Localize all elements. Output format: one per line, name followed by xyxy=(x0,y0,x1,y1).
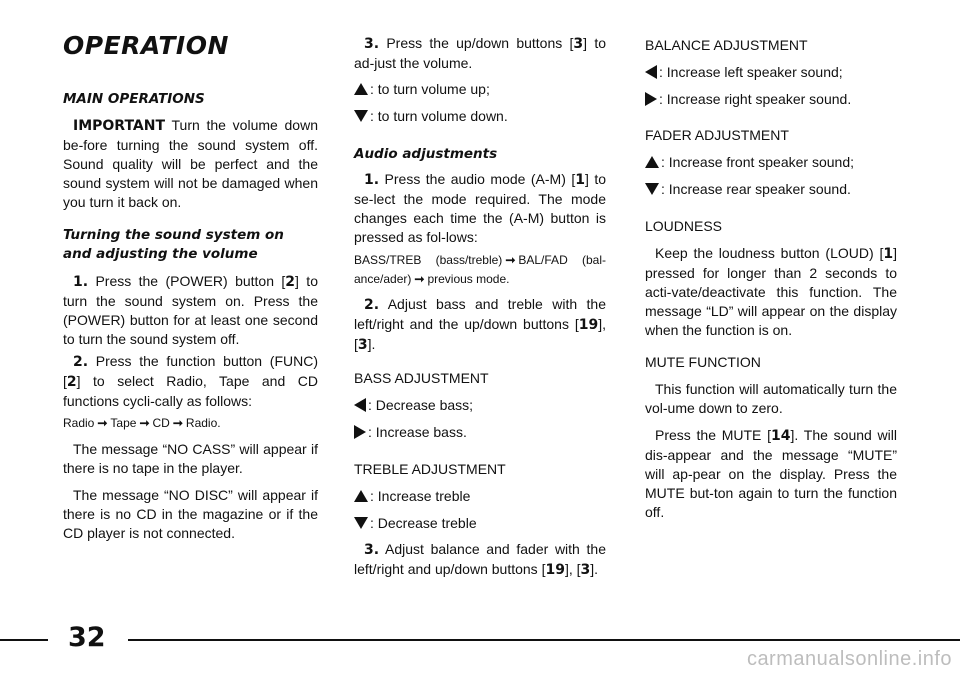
cycle-item: Radio. xyxy=(185,416,221,430)
volume-down-text: : to turn volume down. xyxy=(370,108,508,124)
fader-adjustment-heading: FADER ADJUSTMENT xyxy=(645,127,789,143)
balance-right-line xyxy=(645,90,897,109)
treble-increase-text: : Increase treble xyxy=(370,488,471,504)
button-reference-number: 14 xyxy=(771,428,791,444)
button-reference-number: 2 xyxy=(285,274,296,290)
bass-increase-text: : Increase bass. xyxy=(368,424,467,440)
step-3-paragraph xyxy=(354,34,606,73)
bass-decrease-line xyxy=(354,396,606,415)
footer-rule-right xyxy=(128,639,960,641)
fader-rear-line xyxy=(645,180,897,199)
audio-step-1-text: Press the audio mode (A-M) [1] to se-lect the mode required. The mode changes each time the (A-M) button is pressed as fol-lows: xyxy=(354,171,606,245)
volume-up-text: : to turn volume up; xyxy=(370,81,490,97)
cycle-item: Radio xyxy=(63,416,95,430)
watermark: carmanualsonline.info xyxy=(746,648,952,670)
fader-front-line xyxy=(645,153,897,172)
function-cycle xyxy=(63,414,318,433)
volume-down-line xyxy=(354,107,606,126)
treble-decrease-text: : Decrease treble xyxy=(370,515,477,531)
no-cass-message: The message “NO CASS” will appear if there is no tape in the player. xyxy=(63,441,318,476)
mode-cycle-item: BASS/TREB (bass/treble) xyxy=(354,253,503,267)
main-operations-heading: MAIN OPERATIONS xyxy=(63,91,205,107)
bass-adjustment-heading: BASS ADJUSTMENT xyxy=(354,370,489,386)
cycle-item: Tape xyxy=(110,416,137,430)
arrow-right-icon: ➞ xyxy=(139,416,150,430)
up-triangle-icon xyxy=(645,156,659,168)
fader-front-text: : Increase front speaker sound; xyxy=(661,154,854,170)
right-triangle-icon xyxy=(645,92,657,106)
loudness-paragraph: Keep the loudness button (LOUD) [1] pressed for longer than 2 seconds to acti-vate/deactivate this function. The message “LD” will appear on the display when the function is on. xyxy=(645,245,897,338)
step-3-text: Press the up/down buttons [3] to ad-just the volume. xyxy=(354,35,606,71)
down-triangle-icon xyxy=(354,517,368,529)
audio-step-3-number: 3. xyxy=(364,542,380,558)
button-reference-number: 19 xyxy=(545,562,565,578)
turning-heading-line-1: Turning the sound system on xyxy=(63,227,284,243)
step-1-number: 1. xyxy=(73,274,89,290)
step-3-number: 3. xyxy=(364,36,380,52)
balance-left-text: : Increase left speaker sound; xyxy=(659,64,843,80)
step-2-text: Press the function button (FUNC) [2] to select Radio, Tape and CD functions cycli-cally as follows: xyxy=(63,353,318,409)
arrow-right-icon: ➞ xyxy=(414,272,425,286)
arrow-right-icon: ➞ xyxy=(97,416,108,430)
audio-adjustments-heading: Audio adjustments xyxy=(354,146,498,162)
audio-step-3-paragraph xyxy=(354,540,606,580)
balance-left-line xyxy=(645,63,897,82)
button-reference-number: 2 xyxy=(66,374,77,390)
arrow-right-icon: ➞ xyxy=(505,253,516,267)
audio-step-2-paragraph xyxy=(354,295,606,355)
up-triangle-icon xyxy=(354,490,368,502)
bass-decrease-text: : Decrease bass; xyxy=(368,397,474,413)
step-2-number: 2. xyxy=(73,354,89,370)
page-title: OPERATION xyxy=(63,31,229,60)
audio-step-1-paragraph xyxy=(354,170,606,247)
up-triangle-icon xyxy=(354,83,368,95)
button-reference-number: 1 xyxy=(883,246,894,262)
down-triangle-icon xyxy=(645,183,659,195)
mute-paragraph-1: This function will automatically turn the vol-ume down to zero. xyxy=(645,381,897,416)
no-disc-message: The message “NO DISC” will appear if there is no CD in the magazine or if the CD player is not connected. xyxy=(63,487,318,541)
down-triangle-icon xyxy=(354,110,368,122)
important-text: Turn the volume down be-fore turning the sound system off. Sound quality will be perfect and the sound system will not be damaged when you turn it back on. xyxy=(63,117,318,210)
button-reference-number: 3 xyxy=(357,337,368,353)
mute-paragraph-2: Press the MUTE [14]. The sound will dis-appear and the message “MUTE” will ap-pear on the display. Press the MUTE but-ton again to turn the function off. xyxy=(645,427,898,520)
fader-rear-text: : Increase rear speaker sound. xyxy=(661,181,851,197)
audio-step-3-text: Adjust balance and fader with the left/right and up/down buttons [19], [3]. xyxy=(354,541,606,578)
treble-decrease-line xyxy=(354,514,606,533)
mode-cycle-item: BAL/FAD (bal-ance/ader) xyxy=(354,253,606,286)
button-reference-number: 3 xyxy=(580,562,591,578)
balance-right-text: : Increase right speaker sound. xyxy=(659,91,852,107)
step-1-paragraph xyxy=(63,272,318,349)
step-2-paragraph xyxy=(63,352,318,411)
button-reference-number: 19 xyxy=(578,317,599,333)
left-triangle-icon xyxy=(354,398,366,412)
arrow-right-icon: ➞ xyxy=(172,416,183,430)
mode-cycle-item: previous mode. xyxy=(427,272,510,286)
treble-adjustment-heading: TREBLE ADJUSTMENT xyxy=(354,461,506,477)
important-label: IMPORTANT xyxy=(73,118,166,134)
balance-adjustment-heading: BALANCE ADJUSTMENT xyxy=(645,37,808,53)
right-triangle-icon xyxy=(354,425,366,439)
step-1-text: Press the (POWER) button [2] to turn the sound system on. Press the (POWER) button for at least one second to turn the sound system off. xyxy=(63,273,318,347)
important-paragraph xyxy=(63,116,318,212)
audio-mode-cycle xyxy=(354,251,606,289)
audio-step-1-number: 1. xyxy=(364,172,380,188)
page-number: 32 xyxy=(68,622,106,653)
bass-increase-line xyxy=(354,423,606,442)
cycle-item: CD xyxy=(152,416,170,430)
mute-function-heading: MUTE FUNCTION xyxy=(645,354,761,370)
left-triangle-icon xyxy=(645,65,657,79)
treble-increase-line xyxy=(354,487,606,506)
volume-up-line xyxy=(354,80,606,99)
audio-step-2-number: 2. xyxy=(364,297,380,313)
turning-heading-line-2: and adjusting the volume xyxy=(63,246,258,262)
footer-rule-left xyxy=(0,639,48,641)
audio-step-2-text: Adjust bass and treble with the left/right and the up/down buttons [19], [3]. xyxy=(354,296,606,353)
button-reference-number: 3 xyxy=(573,36,584,52)
loudness-heading: LOUDNESS xyxy=(645,218,723,234)
button-reference-number: 1 xyxy=(575,172,585,188)
